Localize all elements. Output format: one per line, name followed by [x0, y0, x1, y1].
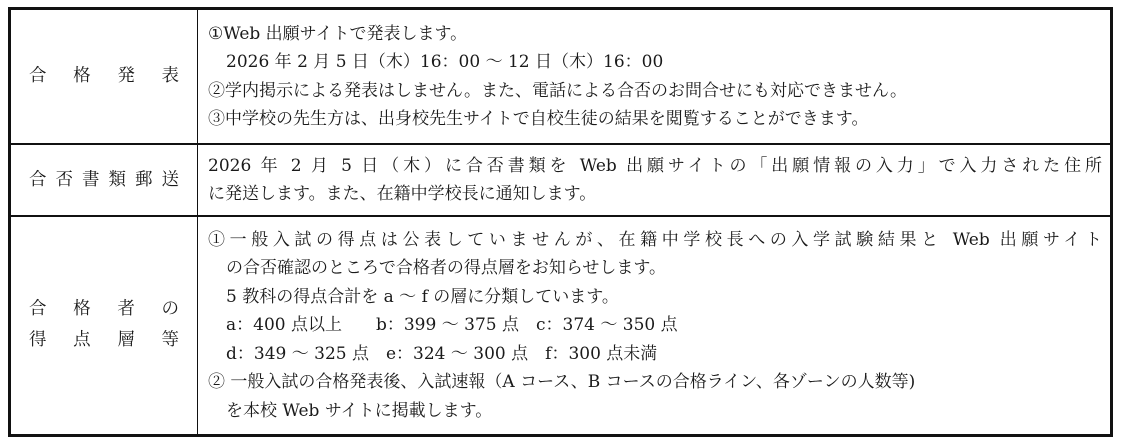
content-line: 2026 年 2 月 5 日（木）16：00 ～ 12 日（木）16：00 — [226, 52, 664, 73]
content-line: ③中学校の先生方は、出身校先生サイトで自校生徒の結果を閲覧することができます。 — [208, 109, 869, 130]
content-line: ①Web 出願サイトで発表します。 — [208, 23, 468, 44]
content-line: を本校 Web サイトに掲載します。 — [226, 400, 493, 421]
heading-text: 合 格 者 の — [29, 299, 179, 320]
content-line: ①一般入試の得点は公表していませんが、在籍中学校長への入学試験結果と Web 出願サイト — [208, 229, 1102, 250]
content-line: d：349 ～ 325 点 e：324 ～ 300 点 f：300 点未満 — [226, 343, 658, 364]
heading-text: 合 格 発 表 — [29, 66, 179, 87]
table-row — [10, 144, 1112, 216]
heading-text: 得 点 層 等 — [29, 330, 179, 351]
heading-text: 合否書類郵送 — [29, 169, 179, 190]
results-info-table — [8, 7, 1113, 437]
content-line: に発送します。また、在籍中学校長に通知します。 — [208, 184, 597, 205]
row-content-mailing — [198, 144, 1112, 216]
content-line: ② 一般入試の合格発表後、入試速報（A コース、B コースの合格ライン、各ゾーンの人数等) — [208, 372, 916, 393]
row-heading-announcement — [10, 9, 198, 145]
content-line: ②学内掲示による発表はしません。また、電話による合否のお問合せにも対応できません。 — [208, 80, 908, 101]
row-heading-score-tiers — [10, 216, 198, 436]
content-line: 2026 年 2 月 5 日（木）に合否書類を Web 出願サイトの「出願情報の入力」で入力された住所 — [208, 155, 1102, 176]
content-line: の合否確認のところで合格者の得点層をお知らせします。 — [226, 258, 666, 279]
row-content-score-tiers — [198, 216, 1112, 436]
table-row — [10, 216, 1112, 436]
content-line: 5 教科の得点合計を a ～ f の層に分類しています。 — [226, 286, 619, 307]
content-line: a：400 点以上 b：399 ～ 375 点 c：374 ～ 350 点 — [226, 315, 678, 336]
row-content-announcement — [198, 9, 1112, 145]
row-heading-mailing — [10, 144, 198, 216]
table-row — [10, 9, 1112, 145]
